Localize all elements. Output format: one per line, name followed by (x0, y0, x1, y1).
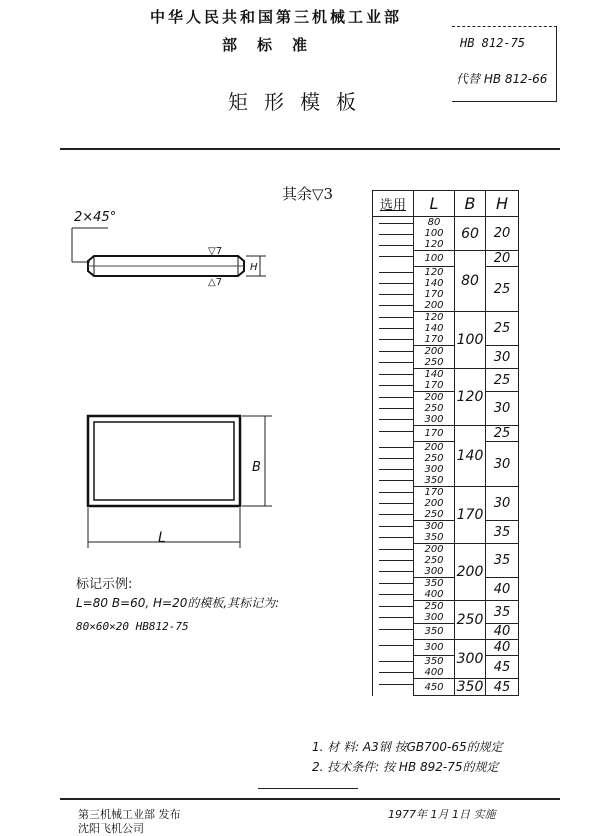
l-values-cell (414, 601, 455, 624)
l-value: 100 (424, 228, 444, 239)
h-value: 45 (486, 656, 519, 679)
use-tick-line (379, 492, 414, 493)
h-value: 20 (486, 217, 519, 251)
use-tick-line (379, 526, 414, 527)
l-value: 170 (424, 487, 444, 498)
h-value: 40 (486, 640, 519, 656)
b-value: 100 (455, 312, 486, 369)
use-tick-line (379, 571, 414, 572)
h-value: 40 (486, 624, 519, 640)
use-tick-line (379, 560, 414, 561)
use-tick-line (379, 256, 414, 257)
use-tick-line (379, 447, 414, 448)
l-value: 250 (424, 403, 444, 414)
h-value: 25 (486, 267, 519, 312)
l-value: 300 (424, 566, 444, 577)
use-tick-line (379, 672, 414, 673)
l-value: 120 (424, 267, 444, 278)
l-value: 200 (424, 346, 444, 357)
use-tick-line (379, 514, 414, 515)
dim-b-label: B (252, 460, 261, 475)
l-values-cell (414, 442, 455, 487)
footer-date: 1977年 1月 1日 实施 (388, 808, 496, 821)
b-value: 80 (455, 251, 486, 312)
use-tick-line (379, 629, 414, 630)
use-tick-line (379, 397, 414, 398)
use-cell (373, 578, 414, 601)
use-tick-line (379, 594, 414, 595)
l-value: 170 (424, 289, 444, 300)
use-tick-line (379, 317, 414, 318)
table-row (373, 640, 519, 656)
table-row (373, 656, 519, 679)
use-cell (373, 312, 414, 346)
marking-example-heading: 标记示例: (76, 577, 133, 592)
l-value: 250 (424, 509, 444, 520)
finish-top-mark: ▽7 (208, 246, 223, 257)
use-tick-line (379, 294, 414, 295)
dimension-table (372, 190, 519, 696)
table-row (373, 442, 519, 487)
b-value: 60 (455, 217, 486, 251)
l-values-cell (414, 578, 455, 601)
h-value: 30 (486, 392, 519, 426)
use-tick-line (379, 606, 414, 607)
use-tick-line (379, 328, 414, 329)
use-tick-line (379, 245, 414, 246)
l-values-cell (414, 312, 455, 346)
use-cell (373, 624, 414, 640)
footer-short-rule (258, 788, 358, 789)
chamfer-label: 2×45° (74, 210, 117, 225)
b-value: 140 (455, 426, 486, 487)
h-value: 25 (486, 312, 519, 346)
l-values-cell (414, 251, 455, 267)
table-row (373, 426, 519, 442)
h-value: 30 (486, 442, 519, 487)
b-value: 170 (455, 487, 486, 544)
use-tick-line (379, 362, 414, 363)
l-value: 200 (424, 392, 444, 403)
use-tick-line (379, 431, 414, 432)
marking-example-line2: 80×60×20 HB812-75 (76, 620, 189, 633)
use-cell (373, 640, 414, 656)
note-material: 1. 材 料: A3钢 按GB700-65的规定 (312, 740, 503, 754)
l-value: 120 (424, 312, 444, 323)
marking-example-line1: L=80 B=60, H=20的模板,其标记为: (76, 596, 280, 610)
note-technical: 2. 技术条件: 按 HB 892-75的规定 (312, 760, 499, 774)
l-values-cell (414, 624, 455, 640)
table-row (373, 392, 519, 426)
use-tick-line (379, 419, 414, 420)
use-tick-line (379, 503, 414, 504)
use-tick-line (379, 684, 414, 685)
use-cell (373, 544, 414, 578)
use-tick-line (379, 272, 414, 273)
l-values-cell (414, 656, 455, 679)
dimension-table-body (373, 217, 519, 696)
l-values-cell (414, 544, 455, 578)
l-values-cell (414, 521, 455, 544)
l-values-cell (414, 426, 455, 442)
b-value: 120 (455, 369, 486, 426)
l-value: 250 (424, 601, 444, 612)
use-tick-line (379, 283, 414, 284)
use-tick-line (379, 617, 414, 618)
header-rule (60, 148, 560, 150)
use-tick-line (379, 583, 414, 584)
l-value: 300 (424, 464, 444, 475)
page-title: 矩形模板 (228, 90, 372, 114)
l-value: 170 (424, 334, 444, 345)
use-tick-line (379, 223, 414, 224)
l-value: 200 (424, 498, 444, 509)
use-cell (373, 369, 414, 392)
b-value: 200 (455, 544, 486, 601)
replaces-code: 代替 HB 812-66 (456, 72, 548, 86)
ministry-heading: 中华人民共和国第三机械工业部 (150, 8, 403, 26)
l-value: 300 (424, 414, 444, 425)
l-value: 200 (424, 300, 444, 311)
l-value: 300 (424, 612, 444, 623)
l-value: 140 (424, 323, 444, 334)
table-row (373, 217, 519, 251)
table-row (373, 521, 519, 544)
h-value: 20 (486, 251, 519, 267)
l-value: 400 (424, 667, 444, 678)
h-value: 25 (486, 369, 519, 392)
h-value: 30 (486, 346, 519, 369)
table-row (373, 267, 519, 312)
table-row (373, 601, 519, 624)
h-value: 45 (486, 679, 519, 696)
use-cell (373, 601, 414, 624)
l-values-cell (414, 640, 455, 656)
footer-rule (60, 798, 560, 800)
h-value: 35 (486, 544, 519, 578)
b-value: 350 (455, 679, 486, 696)
use-cell (373, 267, 414, 312)
h-value: 30 (486, 487, 519, 521)
l-value: 450 (424, 681, 444, 693)
table-row (373, 312, 519, 346)
table-row (373, 578, 519, 601)
use-tick-line (379, 234, 414, 235)
l-values-cell (414, 487, 455, 521)
dim-h-label: H (250, 262, 258, 273)
use-tick-line (379, 645, 414, 646)
table-row (373, 487, 519, 521)
l-value: 300 (424, 521, 444, 532)
use-cell (373, 487, 414, 521)
use-cell (373, 426, 414, 442)
use-cell (373, 346, 414, 369)
l-value: 250 (424, 453, 444, 464)
use-tick-line (379, 408, 414, 409)
rest-finish-label: 其余▽3 (282, 185, 334, 203)
l-value: 80 (427, 217, 441, 228)
use-tick-line (379, 458, 414, 459)
standard-type: 部标准 (222, 36, 328, 54)
l-value: 200 (424, 442, 444, 453)
b-value: 300 (455, 640, 486, 679)
use-tick-line (379, 305, 414, 306)
l-value: 200 (424, 544, 444, 555)
finish-bottom-mark: △7 (208, 277, 223, 288)
l-value: 400 (424, 589, 444, 600)
table-row (373, 624, 519, 640)
l-values-cell (414, 217, 455, 251)
table-row (373, 679, 519, 696)
use-tick-line (379, 351, 414, 352)
l-value: 170 (424, 380, 444, 391)
use-tick-line (379, 549, 414, 550)
use-tick-line (379, 537, 414, 538)
l-value: 170 (424, 428, 444, 439)
col-header-l: L (414, 191, 455, 217)
col-header-h: H (486, 191, 519, 217)
l-value: 350 (424, 656, 444, 667)
l-value: 250 (424, 555, 444, 566)
table-row (373, 544, 519, 578)
table-row (373, 369, 519, 392)
h-value: 35 (486, 601, 519, 624)
l-value: 300 (424, 642, 444, 653)
l-values-cell (414, 267, 455, 312)
footer-drafter: 沈阳飞机公司 (78, 822, 144, 835)
use-cell (373, 251, 414, 267)
l-value: 100 (424, 253, 444, 264)
l-values-cell (414, 392, 455, 426)
col-header-use: 选用 (373, 191, 414, 217)
l-values-cell (414, 369, 455, 392)
h-value: 35 (486, 521, 519, 544)
l-value: 350 (424, 578, 444, 589)
use-tick-line (379, 339, 414, 340)
dim-l-label: L (158, 530, 166, 546)
l-value: 350 (424, 475, 444, 486)
use-cell (373, 217, 414, 251)
l-value: 250 (424, 357, 444, 368)
l-values-cell (414, 679, 455, 696)
l-value: 350 (424, 626, 444, 637)
use-cell (373, 392, 414, 426)
col-header-b: B (455, 191, 486, 217)
standard-code: HB 812-75 (460, 36, 526, 50)
use-tick-line (379, 374, 414, 375)
l-values-cell (414, 346, 455, 369)
l-value: 120 (424, 239, 444, 250)
footer-issuer: 第三机械工业部 发布 (78, 808, 181, 821)
use-cell (373, 521, 414, 544)
use-tick-line (379, 385, 414, 386)
b-value: 250 (455, 601, 486, 640)
h-value: 40 (486, 578, 519, 601)
use-tick-line (379, 469, 414, 470)
table-row (373, 251, 519, 267)
use-tick-line (379, 480, 414, 481)
l-value: 140 (424, 369, 444, 380)
use-cell (373, 442, 414, 487)
h-value: 25 (486, 426, 519, 442)
use-cell (373, 656, 414, 679)
use-tick-line (379, 661, 414, 662)
l-value: 350 (424, 532, 444, 543)
use-cell (373, 679, 414, 696)
l-value: 140 (424, 278, 444, 289)
table-row (373, 346, 519, 369)
